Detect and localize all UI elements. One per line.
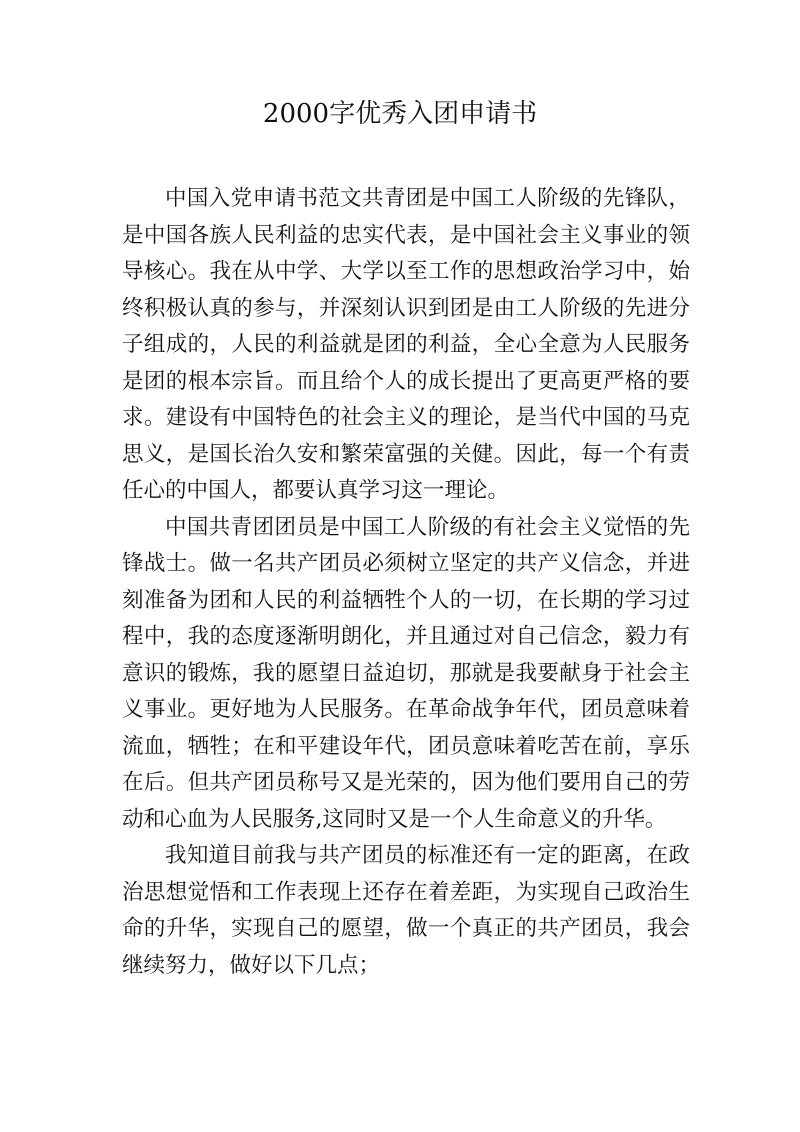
document-title: 2000字优秀入团申请书	[262, 99, 538, 129]
paragraph-3: 我知道目前我与共产团员的标准还有一定的距离，在政治思想觉悟和工作表现上还存在着差距，为实现自己政治生命的升华，实现自己的愿望，做一个真正的共产团员，我会继续努力，做好以下几点；	[122, 843, 690, 978]
paragraph-1: 中国入党申请书范文共青团是中国工人阶级的先锋队，是中国各族人民利益的忠实代表，是中国社会主义事业的领导核心。我在从中学、大学以至工作的思想政治学习中，始终积极认真的参与，并深刻认识到团是由工人阶级的先进分子组成的，人民的利益就是团的利益，全心全意为人民服务是团的根本宗旨。而且给个人的成长提出了更高更严格的要求。建设有中国特色的社会主义的理论，是当代中国的马克思义，是国长治久安和繁荣富强的关健。因此，每一个有责任心的中国人，都要认真学习这一理论。	[122, 186, 690, 503]
paragraph-2: 中国共青团团员是中国工人阶级的有社会主义觉悟的先锋战士。做一名共产团员必须树立坚定的共产义信念，并进刻准备为团和人民的利益牺牲个人的一切，在长期的学习过程中，我的态度逐渐明朗化，并且通过对自己信念，毅力有意识的锻炼，我的愿望日益迫切，那就是我要献身于社会主义事业。更好地为人民服务。在革命战争年代，团员意味着流血，牺牲；在和平建设年代，团员意味着吃苦在前，享乐在后。但共产团员称号又是光荣的，因为他们要用自己的劳动和心血为人民服务,这同时又是一个人生命意义的升华。	[122, 514, 690, 832]
document-body	[122, 181, 690, 984]
